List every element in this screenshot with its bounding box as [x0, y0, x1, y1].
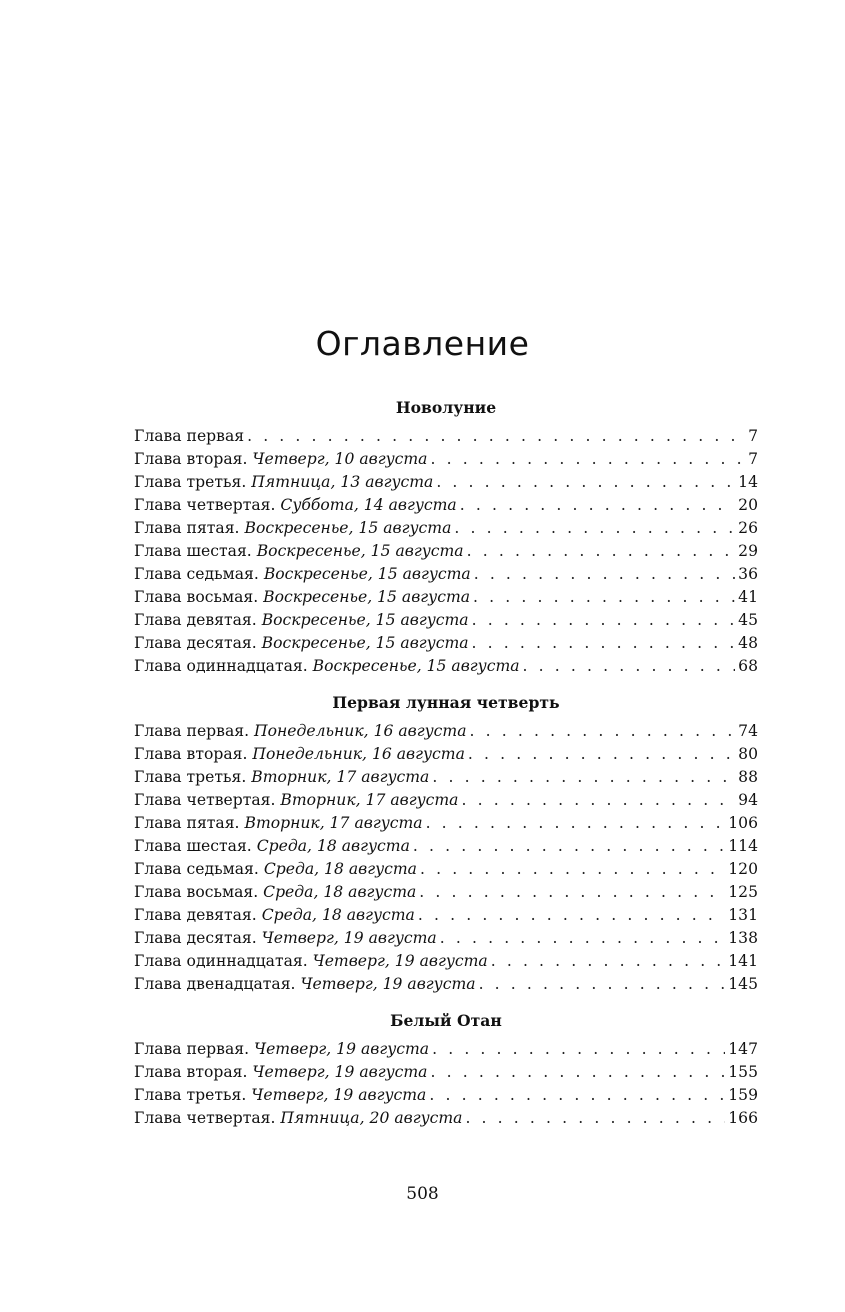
toc-entry[interactable]: [134, 1107, 758, 1130]
chapter-date: Среда, 18 августа: [256, 837, 410, 855]
toc-section-new-moon: [134, 394, 758, 678]
dot-leader: [418, 904, 725, 927]
page-number: 45: [738, 611, 758, 629]
dot-leader: [426, 812, 726, 835]
page-number: 7: [748, 427, 758, 445]
dot-leader: [467, 540, 736, 563]
toc-entry[interactable]: [134, 950, 758, 973]
toc-entry[interactable]: [134, 448, 758, 471]
page-number: 147: [728, 1040, 758, 1058]
page-number: 80: [738, 745, 758, 763]
dot-leader: [432, 766, 735, 789]
dot-leader: [470, 720, 736, 743]
toc-entry[interactable]: [134, 563, 758, 586]
page-number: 138: [728, 929, 758, 947]
page-number: 48: [738, 634, 758, 652]
chapter-date: Воскресенье, 15 августа: [263, 588, 471, 606]
dot-leader: [491, 950, 726, 973]
dot-leader: [523, 655, 736, 678]
toc-entry[interactable]: [134, 766, 758, 789]
toc-entry[interactable]: [134, 655, 758, 678]
entry-list: [134, 720, 758, 996]
dot-leader: [420, 858, 725, 881]
chapter-date: Воскресенье, 15 августа: [261, 611, 469, 629]
page-number: 74: [738, 722, 758, 740]
chapter-date: Среда, 18 августа: [263, 883, 417, 901]
page-number: 155: [728, 1063, 758, 1081]
chapter-date: Четверг, 19 августа: [252, 1063, 428, 1081]
dot-leader: [460, 494, 735, 517]
page-number: 41: [738, 588, 758, 606]
toc-entry[interactable]: [134, 1084, 758, 1107]
chapter-date: Четверг, 10 августа: [252, 450, 428, 468]
page-number: 114: [728, 837, 758, 855]
entry-list: [134, 425, 758, 678]
chapter-title: Глава шестая. Воскресенье, 15 августа: [134, 542, 464, 560]
dot-leader: [413, 835, 725, 858]
page-number: 68: [738, 657, 758, 675]
chapter-date: Воскресенье, 15 августа: [244, 519, 452, 537]
dot-leader: [436, 471, 735, 494]
dot-leader: [419, 881, 725, 904]
chapter-title: Глава восьмая. Воскресенье, 15 августа: [134, 588, 471, 606]
chapter-title: Глава седьмая. Среда, 18 августа: [134, 860, 417, 878]
chapter-date: Суббота, 14 августа: [280, 496, 457, 514]
chapter-title: Глава четвертая. Вторник, 17 августа: [134, 791, 459, 809]
page-number: 120: [728, 860, 758, 878]
dot-leader: [432, 1038, 725, 1061]
toc-entry[interactable]: [134, 540, 758, 563]
page-number: 36: [738, 565, 758, 583]
page-number: 106: [728, 814, 758, 832]
chapter-title: Глава одиннадцатая. Воскресенье, 15 августа: [134, 657, 520, 675]
chapter-date: Воскресенье, 15 августа: [261, 634, 469, 652]
page-number: 166: [728, 1109, 758, 1127]
chapter-date: Четверг, 19 августа: [300, 975, 476, 993]
toc-section-white-otan: [134, 1007, 758, 1130]
toc-entry[interactable]: [134, 425, 758, 448]
chapter-date: Воскресенье, 15 августа: [312, 657, 520, 675]
chapter-title: Глава четвертая. Пятница, 20 августа: [134, 1109, 463, 1127]
dot-leader: [472, 632, 736, 655]
toc-entry[interactable]: [134, 789, 758, 812]
chapter-date: Четверг, 19 августа: [251, 1086, 427, 1104]
section-heading: Первая лунная четверть: [332, 693, 560, 712]
toc-entry[interactable]: [134, 494, 758, 517]
chapter-title: Глава четвертая. Суббота, 14 августа: [134, 496, 457, 514]
chapter-date: Понедельник, 16 августа: [254, 722, 467, 740]
chapter-title: Глава шестая. Среда, 18 августа: [134, 837, 410, 855]
page-title: Оглавление: [315, 324, 530, 363]
chapter-date: Пятница, 13 августа: [251, 473, 434, 491]
toc-entry[interactable]: [134, 927, 758, 950]
page-number: 14: [738, 473, 758, 491]
toc-entry[interactable]: [134, 835, 758, 858]
page-number: 141: [728, 952, 758, 970]
chapter-title: Глава третья. Вторник, 17 августа: [134, 768, 430, 786]
chapter-date: Четверг, 19 августа: [254, 1040, 430, 1058]
dot-leader: [454, 517, 735, 540]
chapter-title: Глава третья. Четверг, 19 августа: [134, 1086, 427, 1104]
toc-entry[interactable]: [134, 973, 758, 996]
chapter-date: Четверг, 19 августа: [261, 929, 437, 947]
toc-entry[interactable]: [134, 720, 758, 743]
chapter-date: Понедельник, 16 августа: [252, 745, 465, 763]
toc-section-first-quarter: [134, 689, 758, 996]
page-number: 7: [748, 450, 758, 468]
dot-leader: [440, 927, 726, 950]
toc-entry[interactable]: [134, 609, 758, 632]
dot-leader: [465, 1107, 725, 1130]
chapter-title: Глава двенадцатая. Четверг, 19 августа: [134, 975, 476, 993]
page-number: 29: [738, 542, 758, 560]
toc-entry[interactable]: [134, 812, 758, 835]
toc-entry[interactable]: [134, 471, 758, 494]
page-number-footer: 508: [406, 1184, 439, 1204]
toc-entry[interactable]: [134, 586, 758, 609]
chapter-title: Глава десятая. Четверг, 19 августа: [134, 929, 437, 947]
chapter-date: Среда, 18 августа: [263, 860, 417, 878]
section-heading: Новолуние: [395, 398, 497, 417]
chapter-title: Глава вторая. Четверг, 10 августа: [134, 450, 428, 468]
chapter-title: Глава девятая. Воскресенье, 15 августа: [134, 611, 469, 629]
chapter-title: Глава первая. Понедельник, 16 августа: [134, 722, 467, 740]
page-number: 145: [728, 975, 758, 993]
chapter-date: Воскресенье, 15 августа: [263, 565, 471, 583]
chapter-title: Глава пятая. Воскресенье, 15 августа: [134, 519, 452, 537]
chapter-date: Вторник, 17 августа: [244, 814, 423, 832]
toc-entry[interactable]: [134, 743, 758, 766]
chapter-date: Вторник, 17 августа: [251, 768, 430, 786]
dot-leader: [473, 586, 735, 609]
chapter-date: Вторник, 17 августа: [280, 791, 459, 809]
dot-leader: [247, 425, 745, 448]
dot-leader: [429, 1084, 725, 1107]
chapter-title: Глава девятая. Среда, 18 августа: [134, 906, 415, 924]
page-number: 20: [738, 496, 758, 514]
chapter-date: Пятница, 20 августа: [280, 1109, 463, 1127]
table-of-contents: [134, 394, 758, 1141]
toc-entry[interactable]: [134, 858, 758, 881]
chapter-title: Глава одиннадцатая. Четверг, 19 августа: [134, 952, 488, 970]
dot-leader: [468, 743, 735, 766]
toc-entry[interactable]: [134, 1038, 758, 1061]
chapter-date: Среда, 18 августа: [261, 906, 415, 924]
dot-leader: [430, 1061, 725, 1084]
chapter-title: Глава вторая. Понедельник, 16 августа: [134, 745, 465, 763]
entry-list: [134, 1038, 758, 1130]
chapter-title: Глава первая. Четверг, 19 августа: [134, 1040, 430, 1058]
page-number: 94: [738, 791, 758, 809]
toc-entry[interactable]: [134, 632, 758, 655]
dot-leader: [472, 609, 736, 632]
page-number: 88: [738, 768, 758, 786]
chapter-title: Глава пятая. Вторник, 17 августа: [134, 814, 423, 832]
dot-leader: [479, 973, 726, 996]
section-heading: Белый Отан: [390, 1011, 502, 1030]
page-number: 159: [728, 1086, 758, 1104]
page-number: 131: [728, 906, 758, 924]
chapter-title: Глава седьмая. Воскресенье, 15 августа: [134, 565, 471, 583]
chapter-date: Воскресенье, 15 августа: [256, 542, 464, 560]
page-number: 125: [728, 883, 758, 901]
chapter-title: Глава третья. Пятница, 13 августа: [134, 473, 434, 491]
page-number: 26: [738, 519, 758, 537]
dot-leader: [474, 563, 735, 586]
dot-leader: [461, 789, 735, 812]
chapter-title: Глава вторая. Четверг, 19 августа: [134, 1063, 428, 1081]
toc-entry[interactable]: [134, 517, 758, 540]
chapter-date: Четверг, 19 августа: [312, 952, 488, 970]
chapter-title: Глава первая: [134, 427, 245, 445]
chapter-title: Глава восьмая. Среда, 18 августа: [134, 883, 417, 901]
toc-entry[interactable]: [134, 1061, 758, 1084]
chapter-title: Глава десятая. Воскресенье, 15 августа: [134, 634, 469, 652]
toc-entry[interactable]: [134, 881, 758, 904]
toc-entry[interactable]: [134, 904, 758, 927]
dot-leader: [430, 448, 745, 471]
